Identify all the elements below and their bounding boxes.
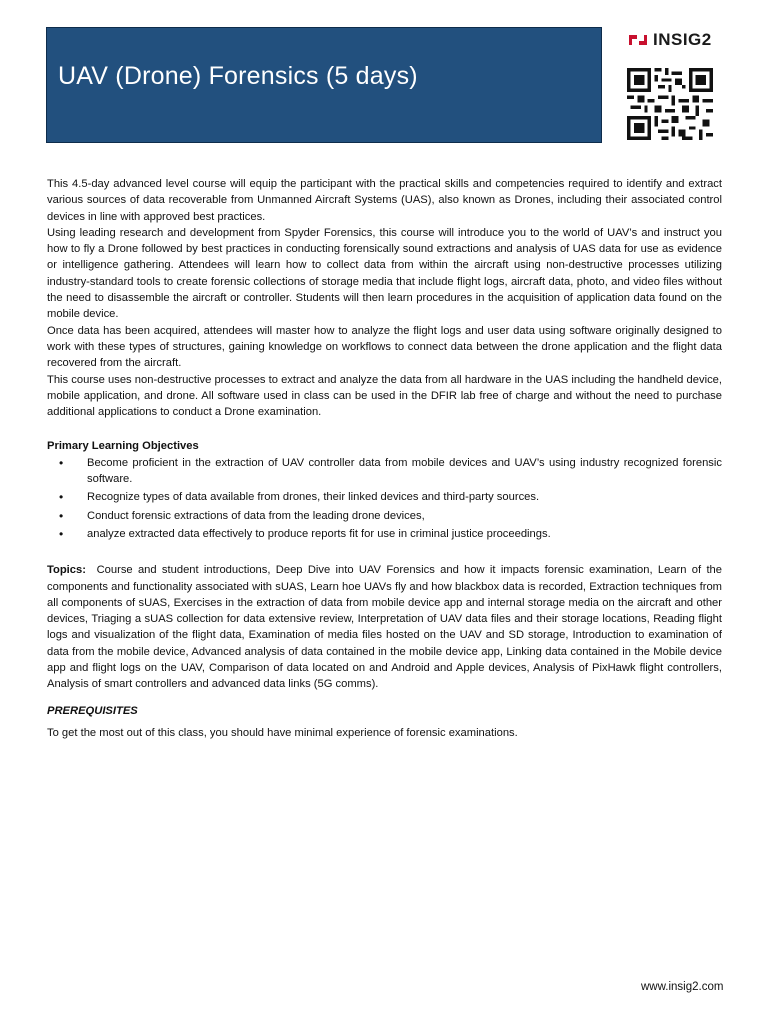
list-item: • analyze extracted data effectively to produce reports fit for use in criminal justice proceedings.: [47, 526, 722, 542]
intro-paragraph: Once data has been acquired, attendees will master how to analyze the flight logs and user data using software originally designed to work with these types of structures, gaining knowledge on workflows to connect data between the drone application and the flight data recovered from the aircraft.: [47, 324, 722, 370]
list-item: • Recognize types of data available from drones, their linked devices and third-party sources.: [47, 489, 722, 505]
company-logo: [627, 30, 727, 50]
footer-website-link[interactable]: www.insig2.com: [641, 981, 724, 993]
topics-text: Course and student introductions, Deep Dive into UAV Forensics and how it impacts forensic examination, Learn of the components and functionality associated with sUAS, Learn hoe UAVs fly and how blackbox data is recorded, Extraction techniques from all components of sUAS, Exercises in the extraction of data from mobile device app and internal storage media on the aircraft and other devices, Triaging a sUAS collection for data extensive review, Interpretation of UAV data files and their storage locations, Reading flight logs and visualization of the flight data, Examination of media files hosted on the UAV and SD storage, Introduction to examination of data from the mobile device, Advanced analysis of data contained in the mobile device app, Linking data contained in the Mobile device app and flight logs on the UAV, Comparison of data located on and Android and Apple devices, Analysis of PixHawk flight controllers, Analysis of smart controllers and advanced data links (5G comms).: [47, 564, 722, 691]
intro-paragraph: This course uses non-destructive processes to extract and analyze the data from all hardware in the UAS including the handheld device, mobile application, and drone. All software used in class can be used in the DFIR lab free of charge and without the need to purchase additional applications to conduct a Drone examination.: [47, 373, 722, 419]
intro-paragraph: This 4.5-day advanced level course will equip the participant with the practical skills and competencies required to identify and extract various sources of data recoverable from Unmanned Aircraft Systems (UAS), also known as Drones, including their associated control devices in line with approved best practices.: [47, 178, 722, 223]
page-title: UAV (Drone) Forensics (5 days): [58, 62, 418, 90]
qr-code-icon: [627, 68, 713, 140]
prerequisites-text: To get the most out of this class, you should have minimal experience of forensic examinations.: [47, 726, 518, 739]
topics-paragraph: [47, 562, 722, 692]
objectives-list: [47, 455, 722, 542]
insig2-logo-mark: [627, 32, 649, 48]
list-item: • Conduct forensic extractions of data from the leading drone devices,: [47, 508, 722, 524]
prerequisites-heading: PREREQUISITES: [47, 704, 138, 717]
objectives-heading: Primary Learning Objectives: [47, 440, 199, 453]
list-item: • Become proficient in the extraction of UAV controller data from mobile devices and UAV’s using industry recognized forensic software.: [47, 455, 722, 488]
course-description: [47, 176, 722, 741]
intro-paragraph: Using leading research and development from Spyder Forensics, this course will introduce you to the world of UAV’s and instruct you how to fly a Drone followed by best practices in conducting forensically sound extractions and analysis of UAS data for use as evidence or intelligence gathering. Attendees will learn how to collect data from within the aircraft using non-destructive processes utilizing industry-standard tools to create forensic collections of storage media that include flight logs, aircraft data, photo, and video files without the need to disassemble the aircraft or controller. Students will then learn procedures in the acquisition of application data found on the mobile device.: [47, 226, 722, 321]
logo-text: INSIG2: [653, 30, 712, 49]
title-banner: [46, 27, 602, 143]
topics-label: Topics:: [47, 564, 86, 577]
